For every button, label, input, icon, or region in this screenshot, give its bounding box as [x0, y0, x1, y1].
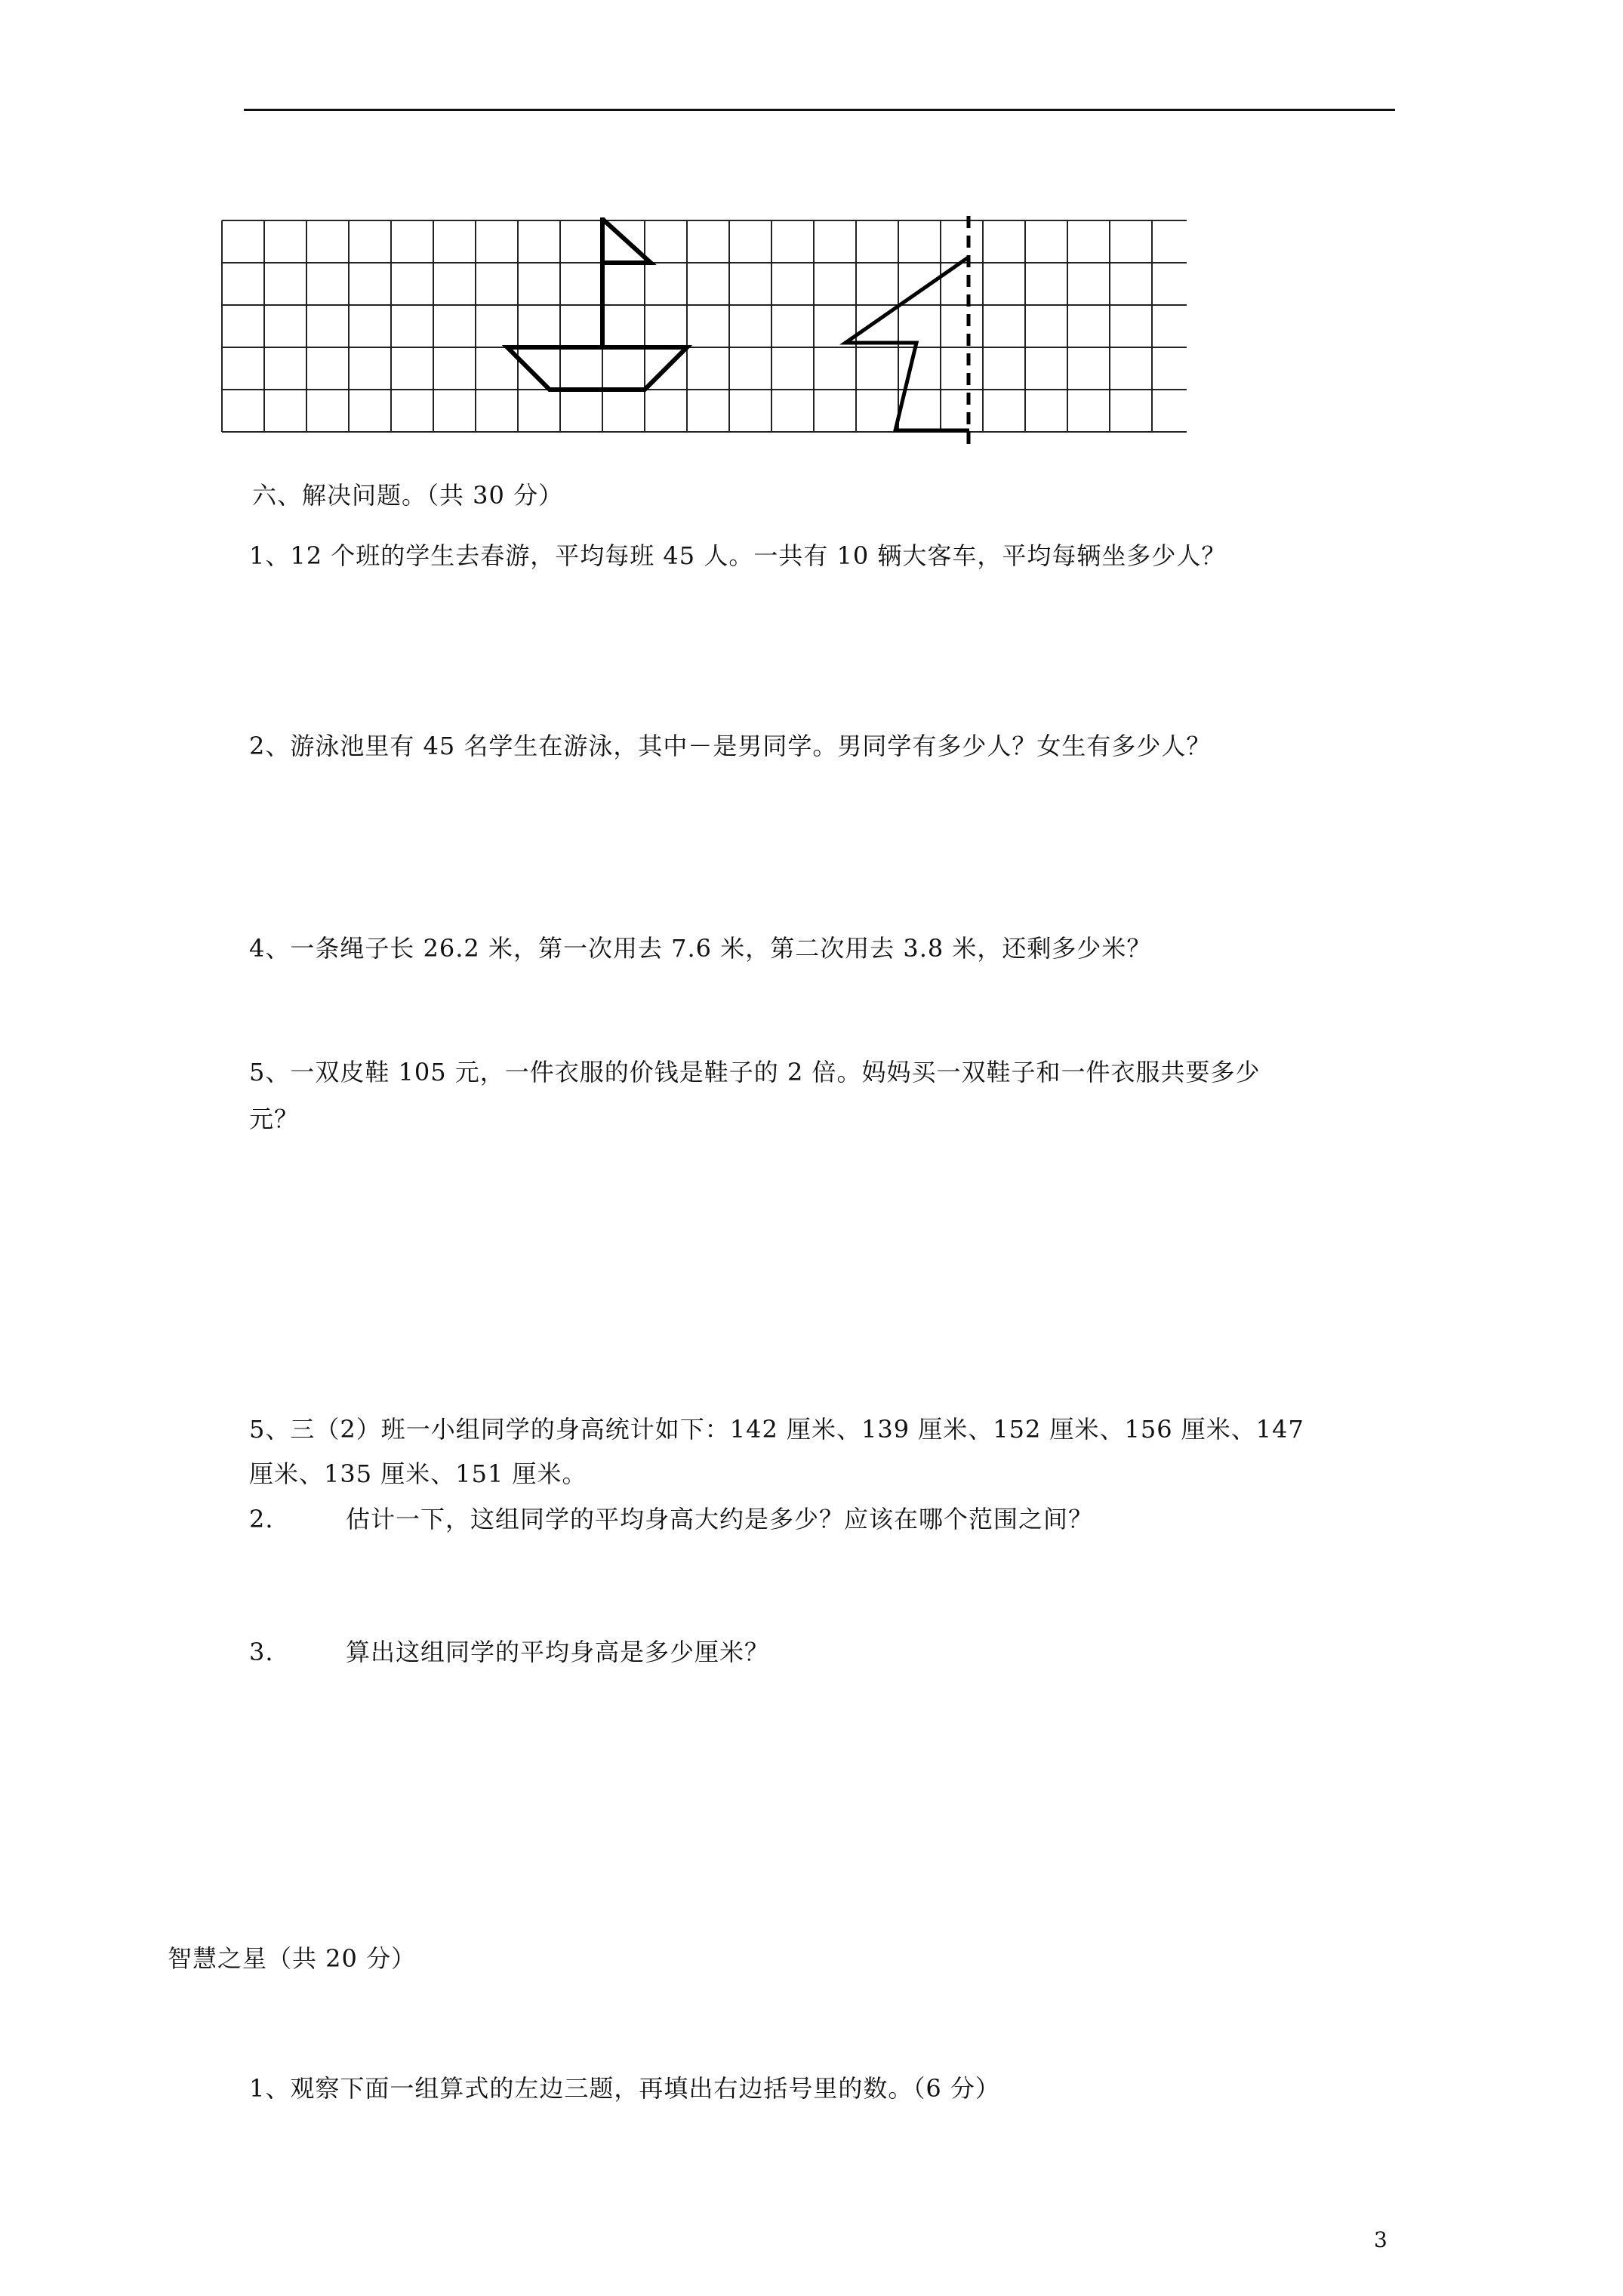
question-4: 4、一条绳子长 26.2 米，第一次用去 7.6 米，第二次用去 3.8 米，还剩多少米？ [249, 934, 1152, 963]
page-number: 3 [1374, 2227, 1387, 2252]
grid-figure [219, 216, 1193, 450]
question-5b-line-2: 厘米、135 厘米、151 厘米。 [249, 1459, 587, 1488]
question-1: 1、12 个班的学生去春游，平均每班 45 人。一共有 10 辆大客车，平均每辆坐多少人？ [249, 541, 1227, 570]
wisdom-heading: 智慧之星（共 20 分） [168, 1944, 417, 1973]
question-5a-line-1: 5、一双皮鞋 105 元，一件衣服的价钱是鞋子的 2 倍。妈妈买一双鞋子和一件衣服共要多少 [249, 1058, 1261, 1086]
header-rule [244, 109, 1395, 111]
subquestion-2-text: 估计一下，这组同学的平均身高大约是多少？应该在哪个范围之间？ [346, 1505, 1094, 1533]
sailboat-figure [507, 217, 687, 390]
question-2: 2、游泳池里有 45 名学生在游泳，其中－是男同学。男同学有多少人？女生有多少人？ [249, 732, 1212, 760]
section-six-heading: 六、解决问题。（共 30 分） [252, 481, 564, 510]
subquestion-3-text: 算出这组同学的平均身高是多少厘米？ [346, 1638, 770, 1666]
question-5a-line-2: 元？ [249, 1105, 300, 1133]
subquestion-2-number: 2. [249, 1505, 274, 1533]
grid-lines [222, 220, 1187, 432]
wisdom-question-1: 1、观察下面一组算式的左边三题，再填出右边括号里的数。（6 分） [249, 2074, 1000, 2103]
subquestion-3-number: 3. [249, 1638, 274, 1666]
half-figure [845, 257, 969, 430]
question-5b-line-1: 5、三（2）班一小组同学的身高统计如下：142 厘米、139 厘米、152 厘米、156 厘米、147 [249, 1415, 1304, 1444]
